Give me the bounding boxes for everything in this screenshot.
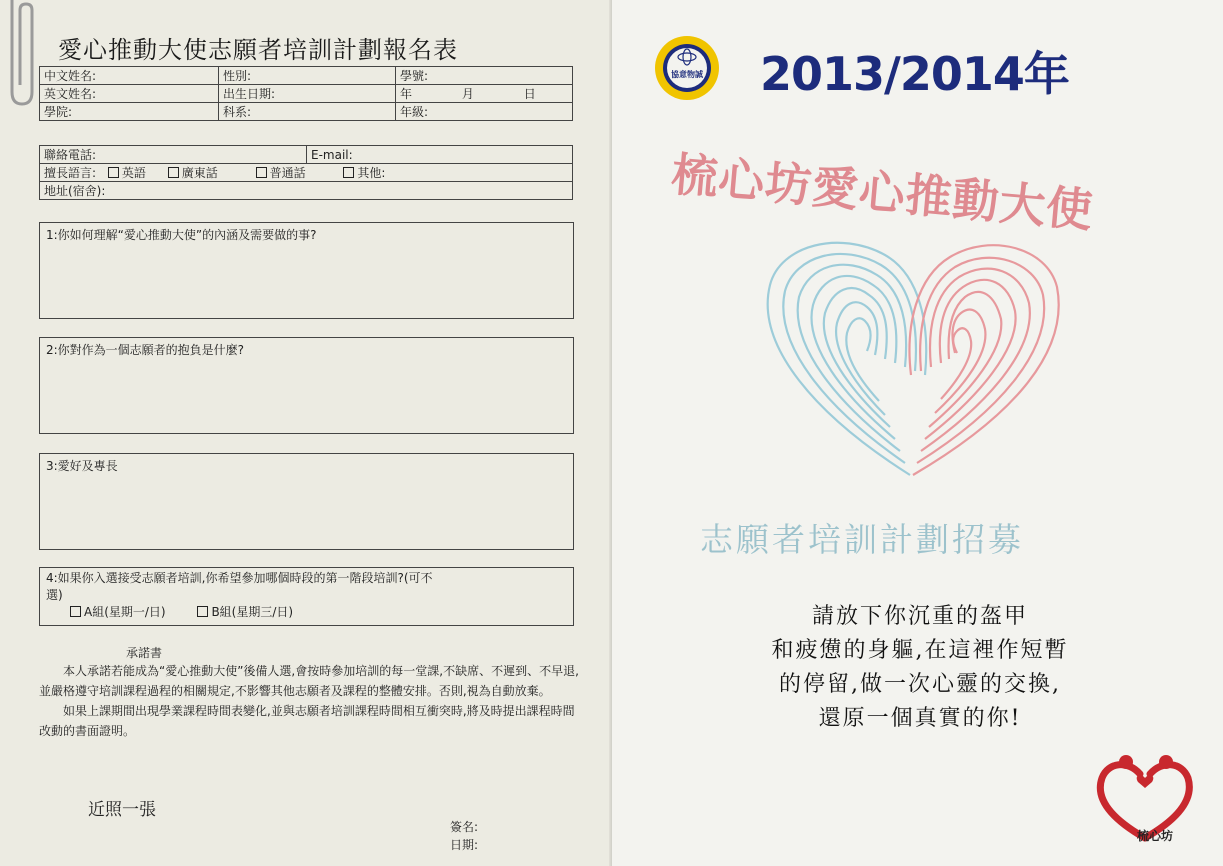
cantonese-checkbox[interactable] — [168, 167, 179, 178]
fingerprint-heart-image — [745, 225, 1085, 500]
pledge-paragraph-2: 如果上課期間出現學業課程時間表變化,並與志願者培訓課程時間相互衝突時,將及時提出課程時間改動的書面證明。 — [39, 704, 575, 738]
university-logo — [654, 35, 720, 101]
poem-line-1: 請放下你沉重的盔甲 — [811, 604, 1028, 629]
pledge — [39, 643, 579, 741]
poem — [700, 600, 1140, 736]
email-field[interactable]: E-mail: — [307, 146, 573, 164]
personal-info-table — [39, 66, 573, 121]
birth-date-field[interactable]: 出生日期: — [219, 85, 396, 103]
grade-field[interactable]: 年級: — [396, 103, 573, 121]
question-4-box: 4:如果你入選接受志願者培訓,你希望參加哪個時段的第一階段培訓?(可不 選) A組(星期一/日) B組(星期三/日) — [39, 567, 574, 626]
signature-area — [450, 818, 478, 854]
date-field[interactable]: 日期: — [450, 838, 479, 852]
english-checkbox[interactable] — [108, 167, 119, 178]
question-3-box[interactable] — [39, 453, 574, 550]
group-b-checkbox[interactable] — [197, 606, 208, 617]
department-field[interactable]: 科系: — [219, 103, 396, 121]
corner-logo-text: 梳心坊 — [1137, 829, 1174, 843]
language-row: 擅長語言: 英語 廣東話 普通話 其他: — [40, 164, 573, 182]
phone-field[interactable]: 聯絡電話: — [40, 146, 307, 164]
svg-text:協意物誠: 協意物誠 — [671, 70, 703, 79]
college-field[interactable]: 學院: — [40, 103, 219, 121]
mandarin-checkbox[interactable] — [256, 167, 267, 178]
recruitment-title: 志願者培訓計劃招募 — [700, 520, 1024, 559]
form-title: 愛心推動大使志願者培訓計劃報名表 — [58, 36, 458, 64]
question-1: 1:你如何理解“愛心推動大使”的內涵及需要做的事? — [46, 228, 317, 242]
question-1-box[interactable] — [39, 222, 574, 319]
poem-line-4: 還原一個真實的你! — [818, 706, 1022, 731]
pledge-paragraph-1: 本人承諾若能成為“愛心推動大使”後備人選,會按時參加培訓的每一堂課,不缺席、不遲到、不早退,並嚴格遵守培訓課程過程的相關規定,不影響其他志願者及課程的整體安排。否則,視為自動放棄。 — [39, 664, 579, 698]
chinese-name-field[interactable]: 中文姓名: — [40, 67, 219, 85]
other-language-checkbox[interactable] — [343, 167, 354, 178]
brand-title: 梳心坊愛心推動大使 — [669, 147, 1096, 238]
address-field[interactable]: 地址(宿舍): — [40, 182, 573, 200]
paper-clip-icon — [2, 0, 38, 110]
poem-line-3: 的停留,做一次心靈的交換, — [779, 672, 1061, 697]
english-name-field[interactable]: 英文姓名: — [40, 85, 219, 103]
group-a-checkbox[interactable] — [70, 606, 81, 617]
gender-field[interactable]: 性別: — [219, 67, 396, 85]
student-id-field[interactable]: 學號: — [396, 67, 573, 85]
birth-date-parts[interactable]: 年 月 日 — [396, 85, 573, 103]
contact-table — [39, 145, 573, 200]
group-b-label: B組(星期三/日) — [211, 605, 294, 619]
question-3: 3:愛好及專長 — [46, 459, 118, 473]
photo-label: 近照一張 — [88, 800, 156, 820]
year-title: 2013/2014年 — [760, 47, 1069, 101]
question-2: 2:你對作為一個志願者的抱負是什麼? — [46, 343, 245, 357]
question-2-box[interactable] — [39, 337, 574, 434]
pledge-title: 承諾書 — [125, 646, 162, 660]
signature-field[interactable]: 簽名: — [450, 820, 479, 834]
poem-line-2: 和疲憊的身軀,在這裡作短暫 — [771, 638, 1069, 663]
question-4: 4:如果你入選接受志願者培訓,你希望參加哪個時段的第一階段培訓?(可不 — [46, 571, 433, 585]
group-a-label: A組(星期一/日) — [84, 605, 166, 619]
